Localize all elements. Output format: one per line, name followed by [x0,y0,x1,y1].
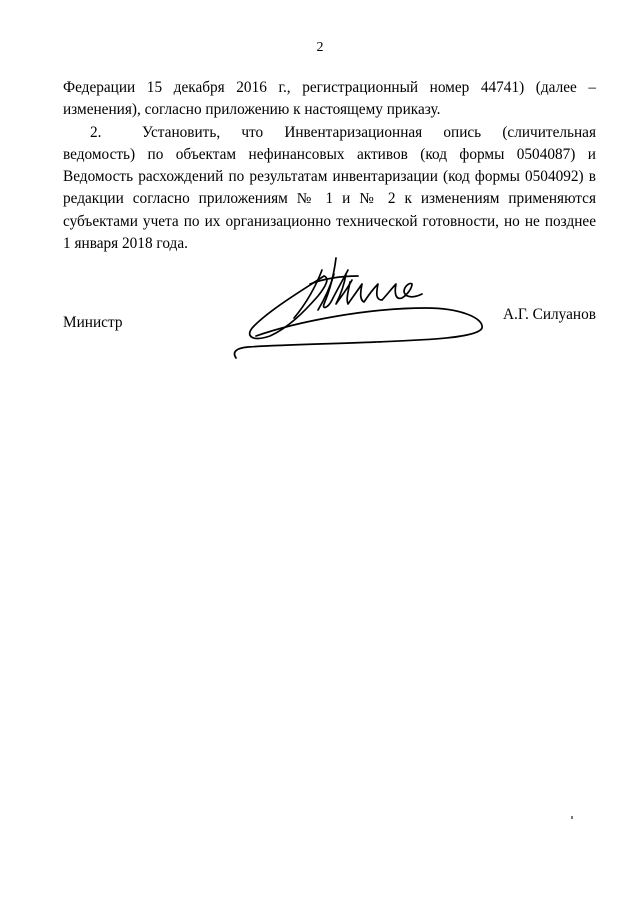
document-body [63,77,596,255]
paragraph-item-2 [63,122,596,256]
paragraph-continuation: Федерации 15 декабря 2016 г., регистрационный номер 44741) (далее – изменения), согласно приложению к настоящему приказу. [63,79,596,119]
signer-name: А.Г. Силуанов [503,306,596,323]
handwritten-signature-icon [226,252,496,362]
page-number: 2 [316,40,324,55]
scan-speck [571,816,573,819]
signer-title: Министр [63,314,123,331]
item-number: 2. [90,123,102,141]
item-text: Установить, что Инвентаризационная опись (сличительная ведомость) по объектам нефинансовых активов (код формы 0504087) и Ведомость расхождений по результатам инвентаризации (код формы 0504092) в редакции согласно приложениям № 1 и № 2 к изменениям применяются субъектами учета по их организационно технической готовности, но не позднее 1 января 2018 года. [63,123,596,253]
